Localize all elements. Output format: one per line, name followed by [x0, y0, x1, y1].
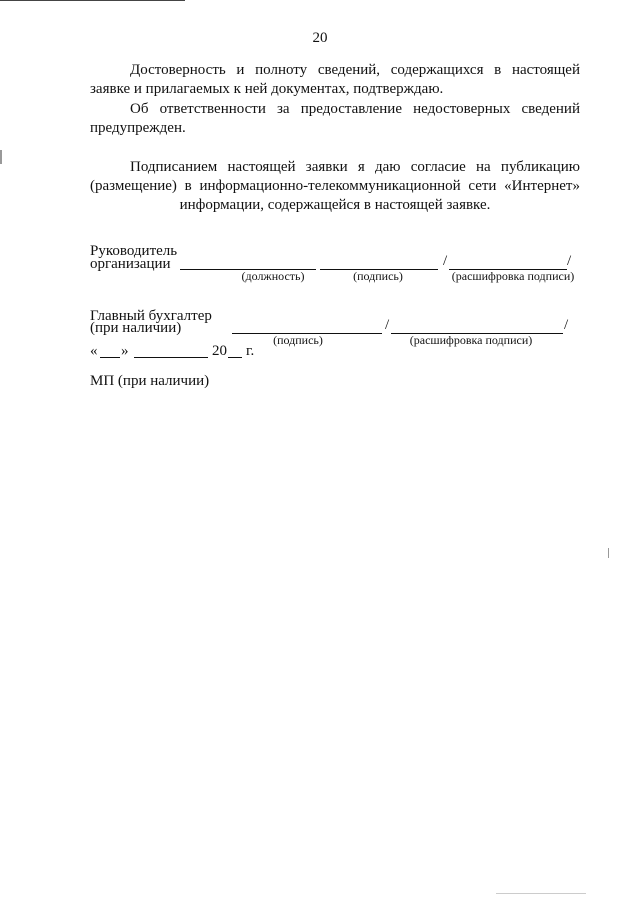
accountant-slash-open: / [385, 317, 390, 333]
paragraph-line: информации, содержащейся в настоящей заявке. [179, 197, 491, 213]
page-number: 20 [312, 30, 328, 46]
scan-edge-mark [608, 548, 609, 558]
seal-note: МП (при наличии) [90, 373, 210, 389]
scan-top-rule [0, 0, 185, 1]
paragraph-certification [90, 61, 580, 99]
paragraph-line: Достоверность и полноту сведений, содержащихся в настоящей [130, 62, 580, 78]
date-month-line[interactable] [134, 357, 208, 358]
paragraph-consent [90, 158, 580, 215]
accountant-label-line1: Главный бухгалтер [90, 308, 212, 324]
paragraph-line: Подписанием настоящей заявки я даю согласие на публикацию [130, 159, 580, 175]
date-year-suffix: г. [246, 343, 255, 359]
paragraph-line: (размещение) в информационно-телекоммуникационной сети «Интернет» [90, 178, 580, 194]
accountant-slash-close: / [564, 317, 569, 333]
scan-bottom-mark [496, 893, 586, 894]
date-year-prefix: 20 [212, 343, 227, 359]
paragraph-line: предупрежден. [90, 120, 186, 136]
date-day-line[interactable] [100, 357, 120, 358]
paragraph-responsibility [90, 100, 580, 138]
head-caption-signature: (подпись) [353, 269, 403, 283]
head-caption-decoding: (расшифровка подписи) [451, 269, 575, 283]
head-label-line2: организации [90, 256, 171, 272]
date-open-quote: « [90, 343, 98, 359]
head-slash-close: / [567, 253, 572, 269]
head-label-line1: Руководитель [90, 243, 178, 259]
paragraph-line: заявке и прилагаемых к ней документах, подтверждаю. [90, 81, 444, 97]
accountant-caption-decoding: (расшифровка подписи) [409, 333, 533, 347]
paragraph-line: Об ответственности за предоставление недостоверных сведений [130, 101, 580, 117]
head-slash-open: / [443, 253, 448, 269]
date-close-quote: » [121, 343, 129, 359]
head-caption-position: (должность) [241, 269, 305, 283]
scan-edge-mark [0, 150, 2, 164]
accountant-caption-signature: (подпись) [273, 333, 323, 347]
date-year-line[interactable] [228, 357, 242, 358]
accountant-label-line2: (при наличии) [90, 320, 182, 336]
